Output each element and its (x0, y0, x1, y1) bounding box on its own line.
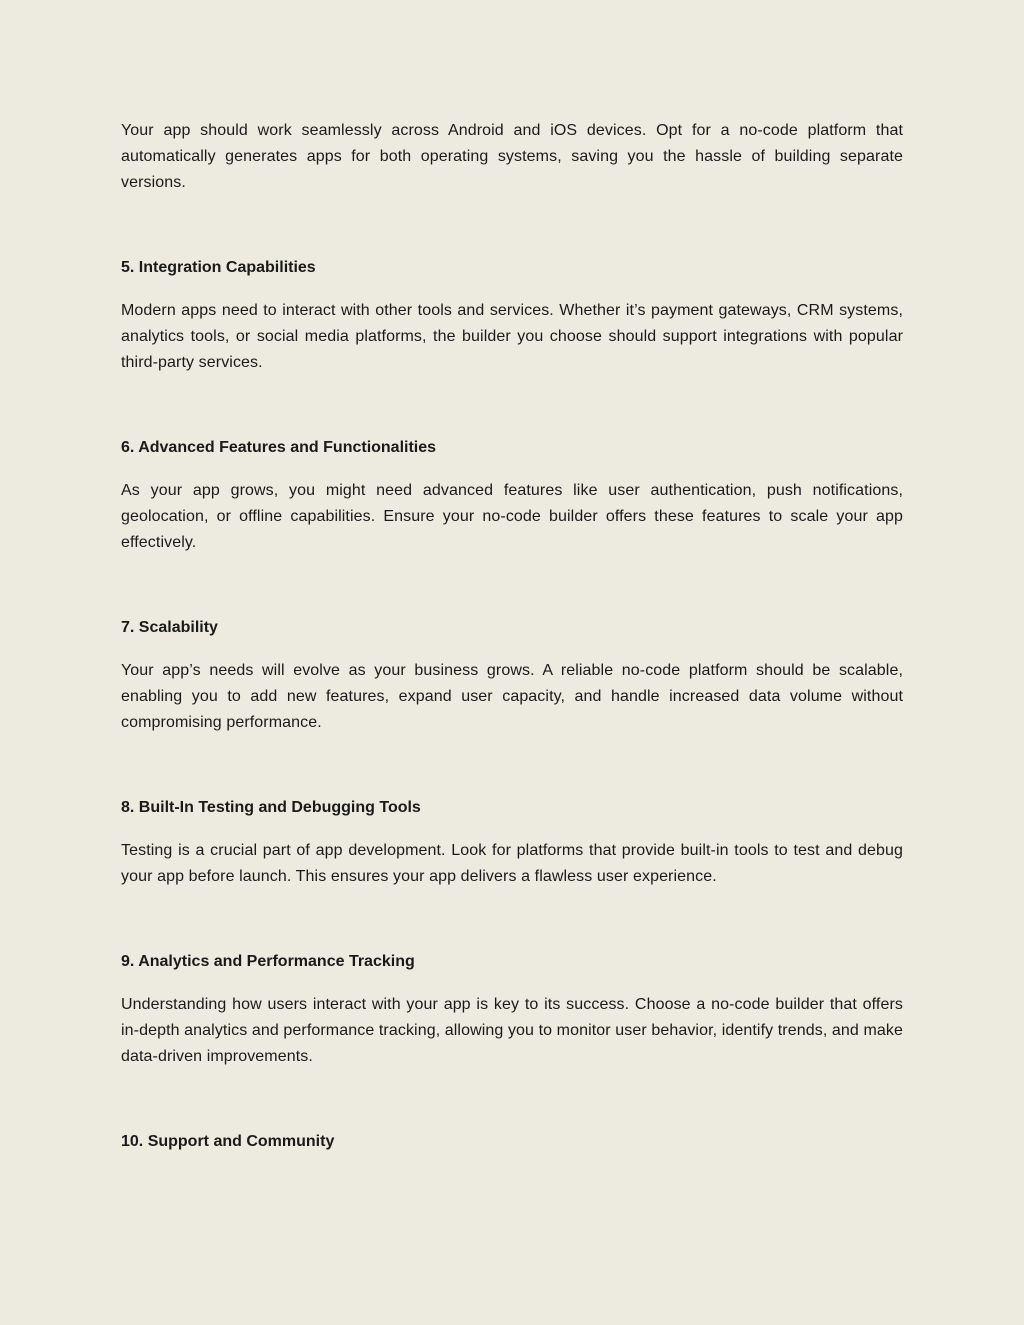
section-body-testing: Testing is a crucial part of app development. Look for platforms that provide built-in tools to test and debug your app before launch. This ensures your app delivers a flawless user experience. (121, 842, 903, 885)
spacer (121, 376, 903, 435)
intro-paragraph: Your app should work seamlessly across Android and iOS devices. Opt for a no-code platform that automatically generates apps for both operating systems, saving you the hassle of building separate versions. (121, 122, 903, 191)
spacer (121, 281, 903, 298)
spacer (121, 890, 903, 949)
section-heading-integration: 5. Integration Capabilities (121, 259, 316, 276)
spacer (121, 821, 903, 838)
spacer (121, 641, 903, 658)
section-body-integration: Modern apps need to interact with other tools and services. Whether it’s payment gateways, CRM systems, analytics tools, or social media platforms, the builder you choose should support integrations with popular third-party services. (121, 302, 903, 371)
spacer (121, 1070, 903, 1129)
spacer (121, 461, 903, 478)
section-body-advanced-features: As your app grows, you might need advanced features like user authentication, push notifications, geolocation, or offline capabilities. Ensure your no-code builder offers these features to scale your app effectively. (121, 482, 903, 551)
section-body-scalability: Your app’s needs will evolve as your business grows. A reliable no-code platform should be scalable, enabling you to add new features, expand user capacity, and handle increased data volume without compromising performance. (121, 662, 903, 731)
section-heading-support: 10. Support and Community (121, 1133, 335, 1150)
section-body-analytics: Understanding how users interact with your app is key to its success. Choose a no-code builder that offers in-depth analytics and performance tracking, allowing you to monitor user behavior, identify trends, and make data-driven improvements. (121, 996, 903, 1065)
document-body (121, 118, 903, 1155)
section-heading-scalability: 7. Scalability (121, 619, 218, 636)
section-heading-analytics: 9. Analytics and Performance Tracking (121, 953, 415, 970)
section-heading-testing: 8. Built-In Testing and Debugging Tools (121, 799, 421, 816)
spacer (121, 556, 903, 615)
section-heading-advanced-features: 6. Advanced Features and Functionalities (121, 439, 437, 456)
spacer (121, 736, 903, 795)
spacer (121, 975, 903, 992)
spacer (121, 196, 903, 255)
